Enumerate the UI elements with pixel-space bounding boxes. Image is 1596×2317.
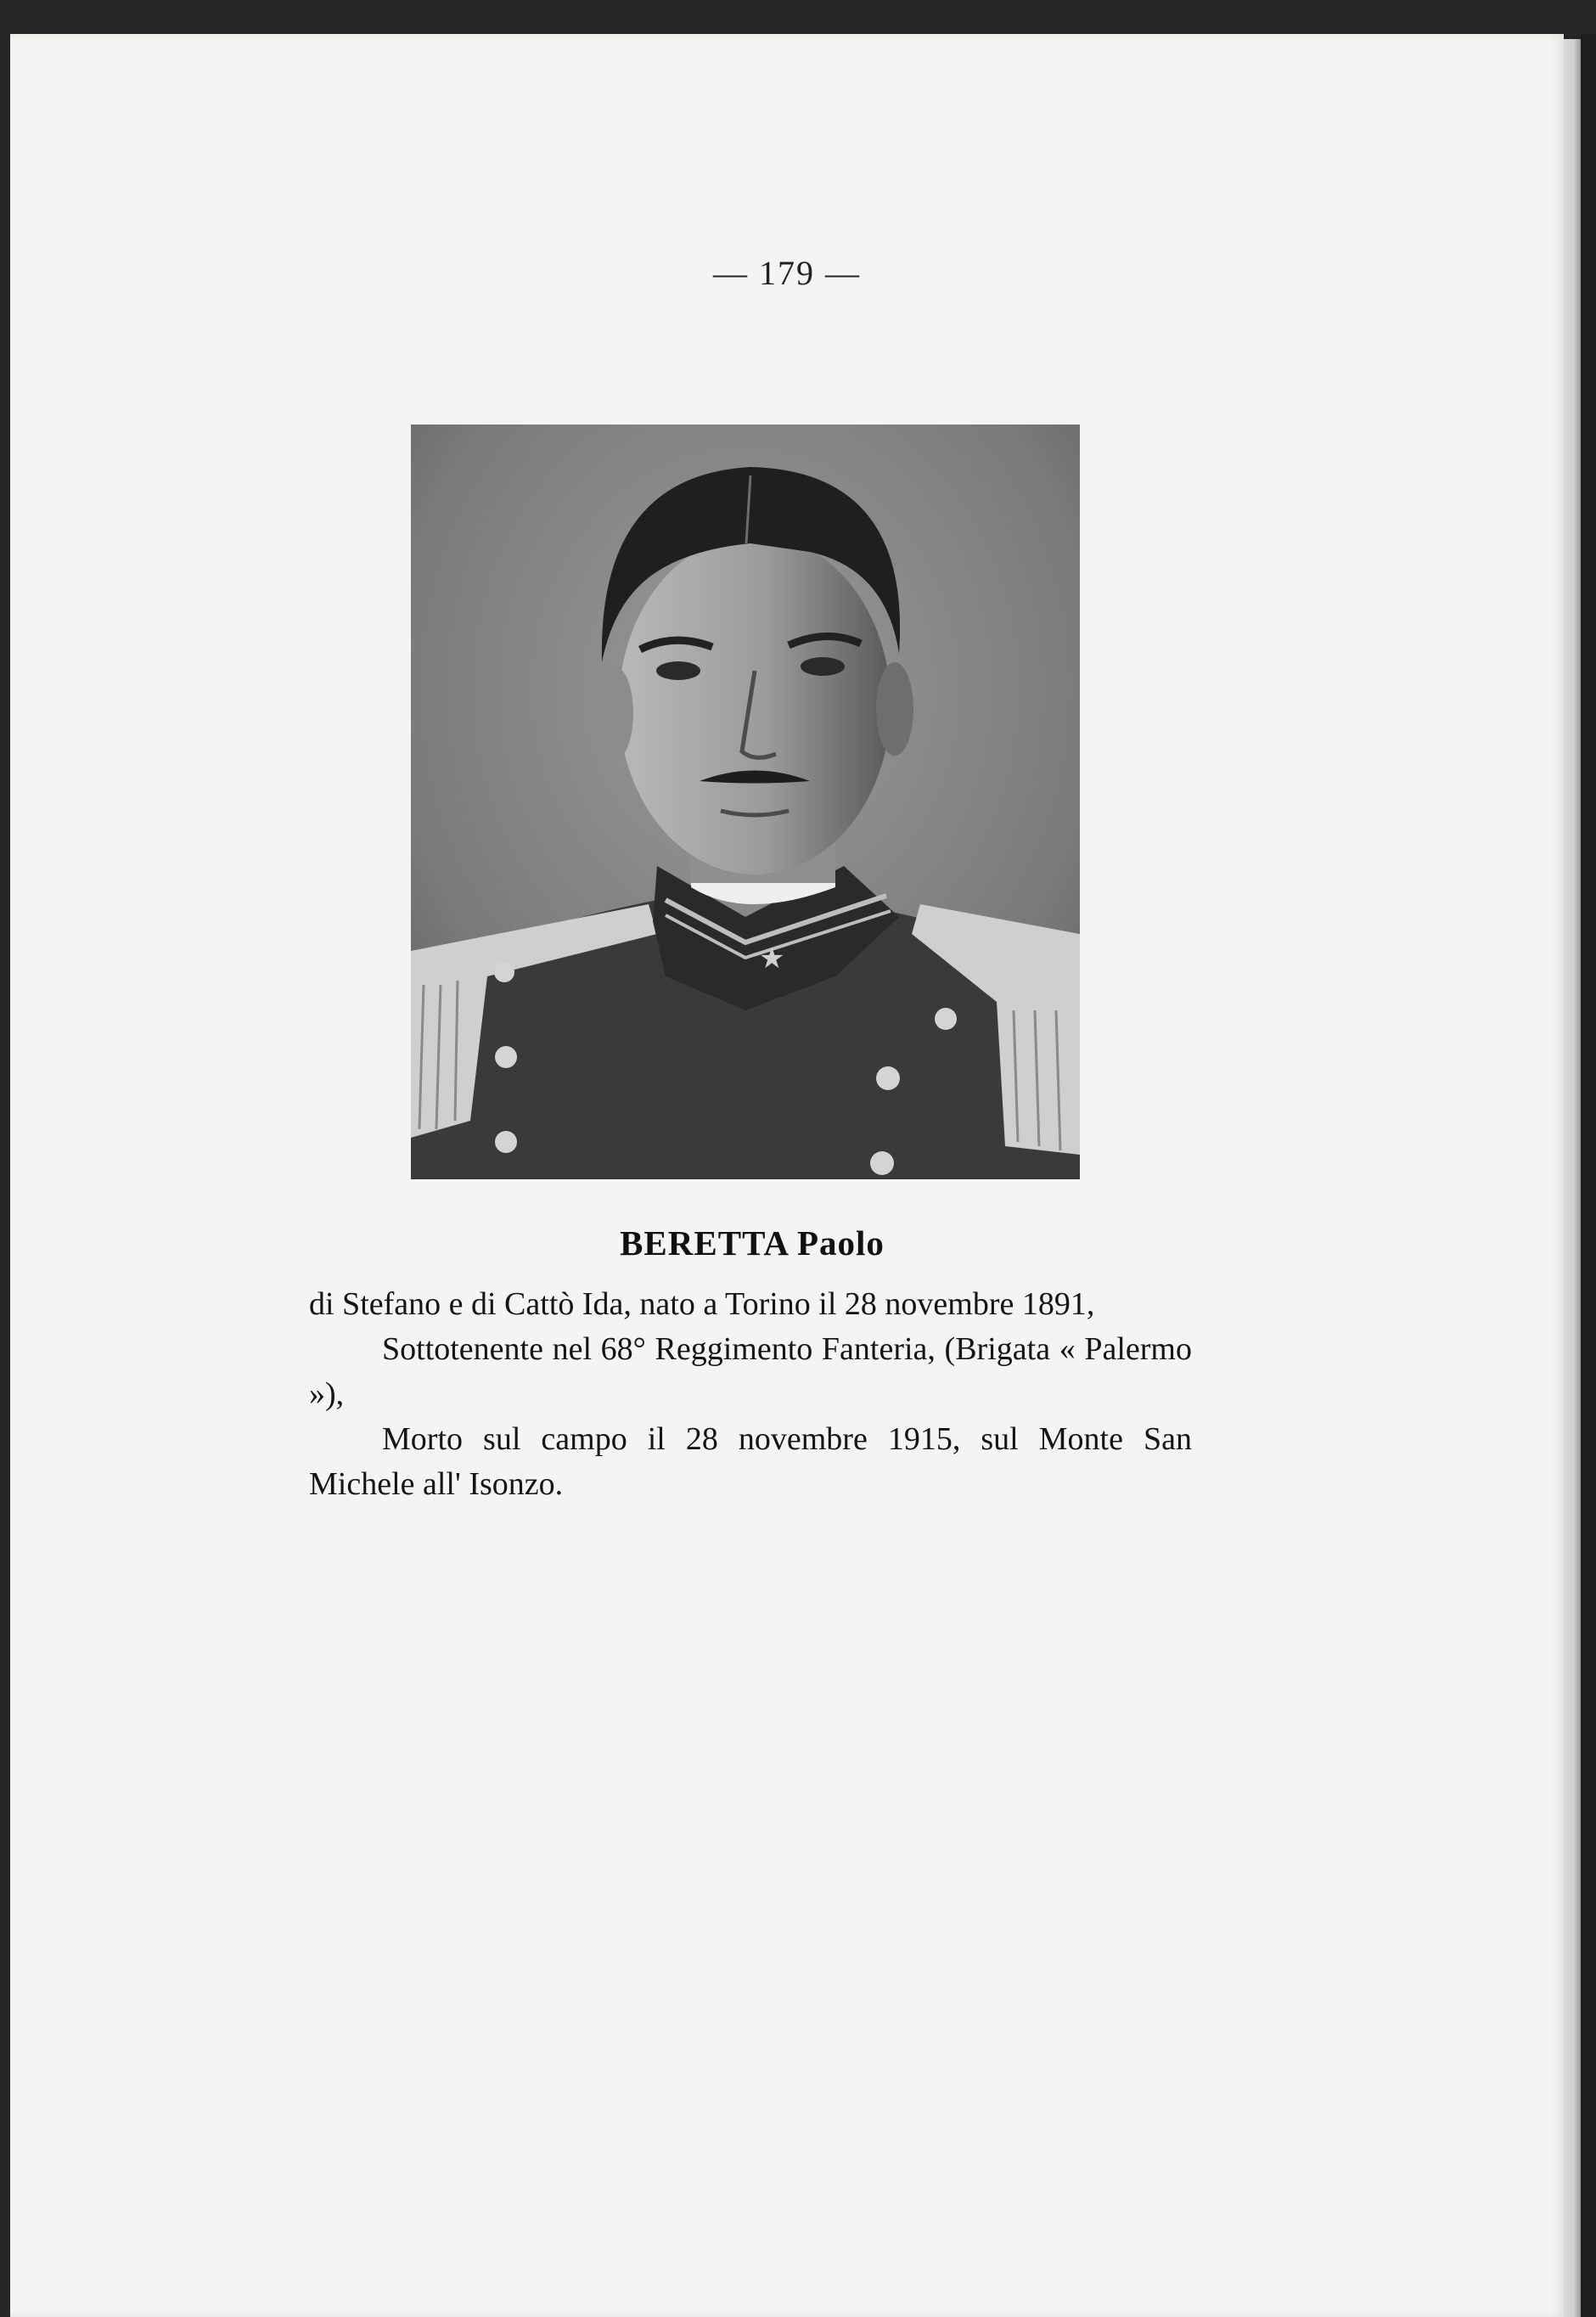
portrait-eye-right: [801, 657, 845, 676]
uniform-button: [876, 1066, 900, 1090]
binding-shadow: [1581, 34, 1596, 2317]
entry-name: BERETTA Paolo: [620, 1223, 885, 1263]
uniform-button: [870, 1151, 894, 1175]
biography-paragraph: Sottotenente nel 68° Reggimento Fanteria, (Brigata « Palermo »),: [309, 1331, 1192, 1412]
book-page: [10, 34, 1564, 2317]
uniform-button: [495, 1131, 517, 1153]
page-number: — 179 —: [713, 254, 861, 292]
portrait-photo: [411, 425, 1080, 1179]
uniform-button: [494, 962, 514, 982]
uniform-button: [935, 1008, 957, 1030]
collar-star-icon: ★: [759, 942, 785, 976]
uniform-button: [495, 1046, 517, 1068]
portrait-face: [619, 535, 891, 874]
biography-text: [309, 1282, 1192, 1507]
biography-paragraph: Morto sul campo il 28 novembre 1915, sul Monte San Michele all' Isonzo.: [309, 1421, 1192, 1502]
page-edge: [1564, 39, 1581, 2317]
biography-paragraph: di Stefano e di Cattò Ida, nato a Torino il 28 novembre 1891,: [309, 1286, 1095, 1322]
portrait-eye-left: [656, 661, 700, 680]
